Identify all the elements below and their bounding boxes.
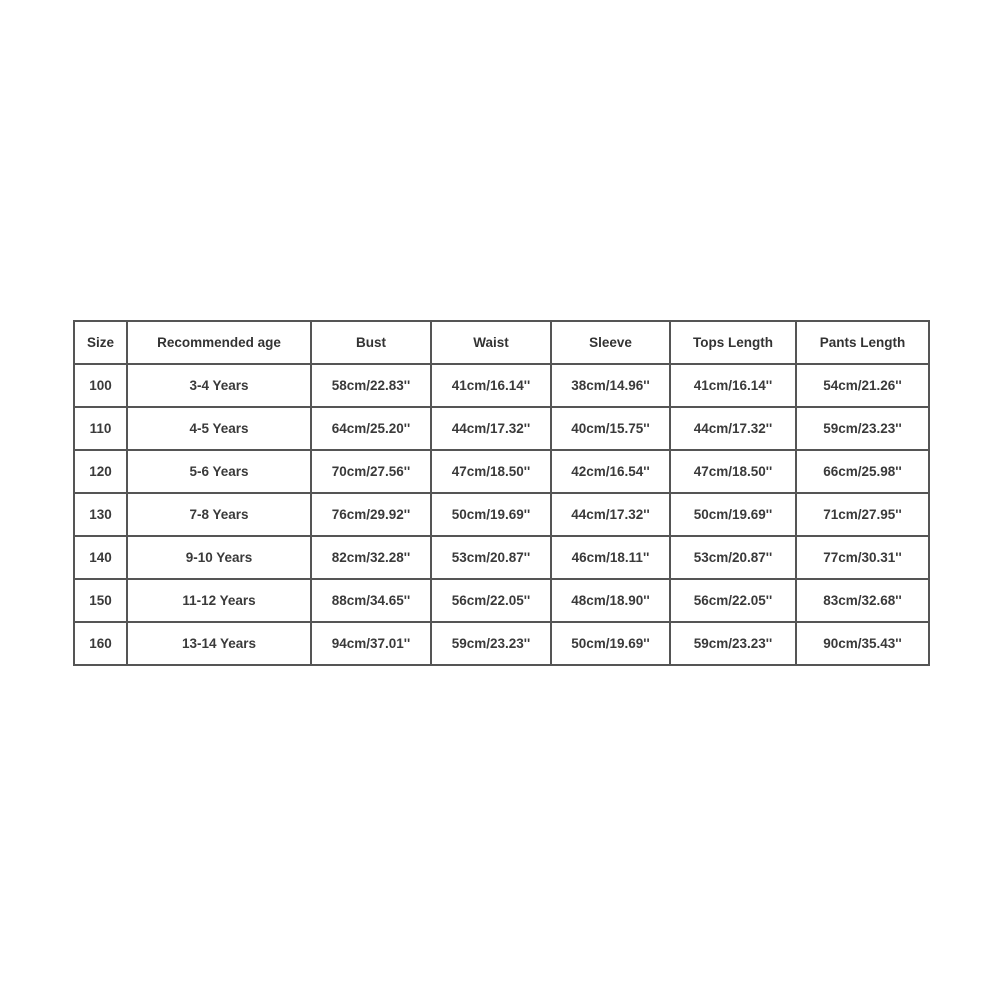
cell-bust: 70cm/27.56''	[311, 450, 431, 493]
cell-bust: 64cm/25.20''	[311, 407, 431, 450]
cell-waist: 44cm/17.32''	[431, 407, 551, 450]
cell-sleeve: 48cm/18.90''	[551, 579, 670, 622]
cell-pants-length: 71cm/27.95''	[796, 493, 929, 536]
header-size: Size	[74, 321, 127, 364]
cell-bust: 94cm/37.01''	[311, 622, 431, 665]
cell-pants-length: 59cm/23.23''	[796, 407, 929, 450]
cell-recommended-age: 5-6 Years	[127, 450, 311, 493]
cell-tops-length: 41cm/16.14''	[670, 364, 796, 407]
cell-waist: 41cm/16.14''	[431, 364, 551, 407]
cell-waist: 53cm/20.87''	[431, 536, 551, 579]
cell-tops-length: 56cm/22.05''	[670, 579, 796, 622]
table-row	[74, 622, 929, 665]
cell-recommended-age: 9-10 Years	[127, 536, 311, 579]
header-row	[74, 321, 929, 364]
cell-sleeve: 42cm/16.54''	[551, 450, 670, 493]
table-row	[74, 407, 929, 450]
header-waist: Waist	[431, 321, 551, 364]
cell-pants-length: 83cm/32.68''	[796, 579, 929, 622]
cell-waist: 56cm/22.05''	[431, 579, 551, 622]
header-pants-length: Pants Length	[796, 321, 929, 364]
cell-bust: 88cm/34.65''	[311, 579, 431, 622]
cell-pants-length: 54cm/21.26''	[796, 364, 929, 407]
cell-recommended-age: 3-4 Years	[127, 364, 311, 407]
cell-waist: 59cm/23.23''	[431, 622, 551, 665]
cell-size: 110	[74, 407, 127, 450]
cell-recommended-age: 7-8 Years	[127, 493, 311, 536]
cell-pants-length: 66cm/25.98''	[796, 450, 929, 493]
header-sleeve: Sleeve	[551, 321, 670, 364]
cell-size: 150	[74, 579, 127, 622]
cell-bust: 76cm/29.92''	[311, 493, 431, 536]
header-bust: Bust	[311, 321, 431, 364]
cell-sleeve: 50cm/19.69''	[551, 622, 670, 665]
cell-recommended-age: 4-5 Years	[127, 407, 311, 450]
table-body	[74, 364, 929, 665]
cell-pants-length: 77cm/30.31''	[796, 536, 929, 579]
cell-tops-length: 44cm/17.32''	[670, 407, 796, 450]
cell-recommended-age: 11-12 Years	[127, 579, 311, 622]
table-row	[74, 536, 929, 579]
cell-waist: 50cm/19.69''	[431, 493, 551, 536]
cell-sleeve: 44cm/17.32''	[551, 493, 670, 536]
header-tops-length: Tops Length	[670, 321, 796, 364]
cell-sleeve: 38cm/14.96''	[551, 364, 670, 407]
cell-size: 100	[74, 364, 127, 407]
cell-sleeve: 40cm/15.75''	[551, 407, 670, 450]
cell-tops-length: 59cm/23.23''	[670, 622, 796, 665]
table-row	[74, 364, 929, 407]
cell-recommended-age: 13-14 Years	[127, 622, 311, 665]
cell-size: 140	[74, 536, 127, 579]
header-recommended-age: Recommended age	[127, 321, 311, 364]
cell-tops-length: 47cm/18.50''	[670, 450, 796, 493]
cell-bust: 58cm/22.83''	[311, 364, 431, 407]
table-row	[74, 579, 929, 622]
cell-size: 120	[74, 450, 127, 493]
cell-size: 160	[74, 622, 127, 665]
cell-tops-length: 50cm/19.69''	[670, 493, 796, 536]
cell-size: 130	[74, 493, 127, 536]
size-chart-table	[73, 320, 930, 666]
cell-sleeve: 46cm/18.11''	[551, 536, 670, 579]
cell-tops-length: 53cm/20.87''	[670, 536, 796, 579]
cell-pants-length: 90cm/35.43''	[796, 622, 929, 665]
cell-bust: 82cm/32.28''	[311, 536, 431, 579]
table-row	[74, 450, 929, 493]
cell-waist: 47cm/18.50''	[431, 450, 551, 493]
table-header	[74, 321, 929, 364]
table-row	[74, 493, 929, 536]
